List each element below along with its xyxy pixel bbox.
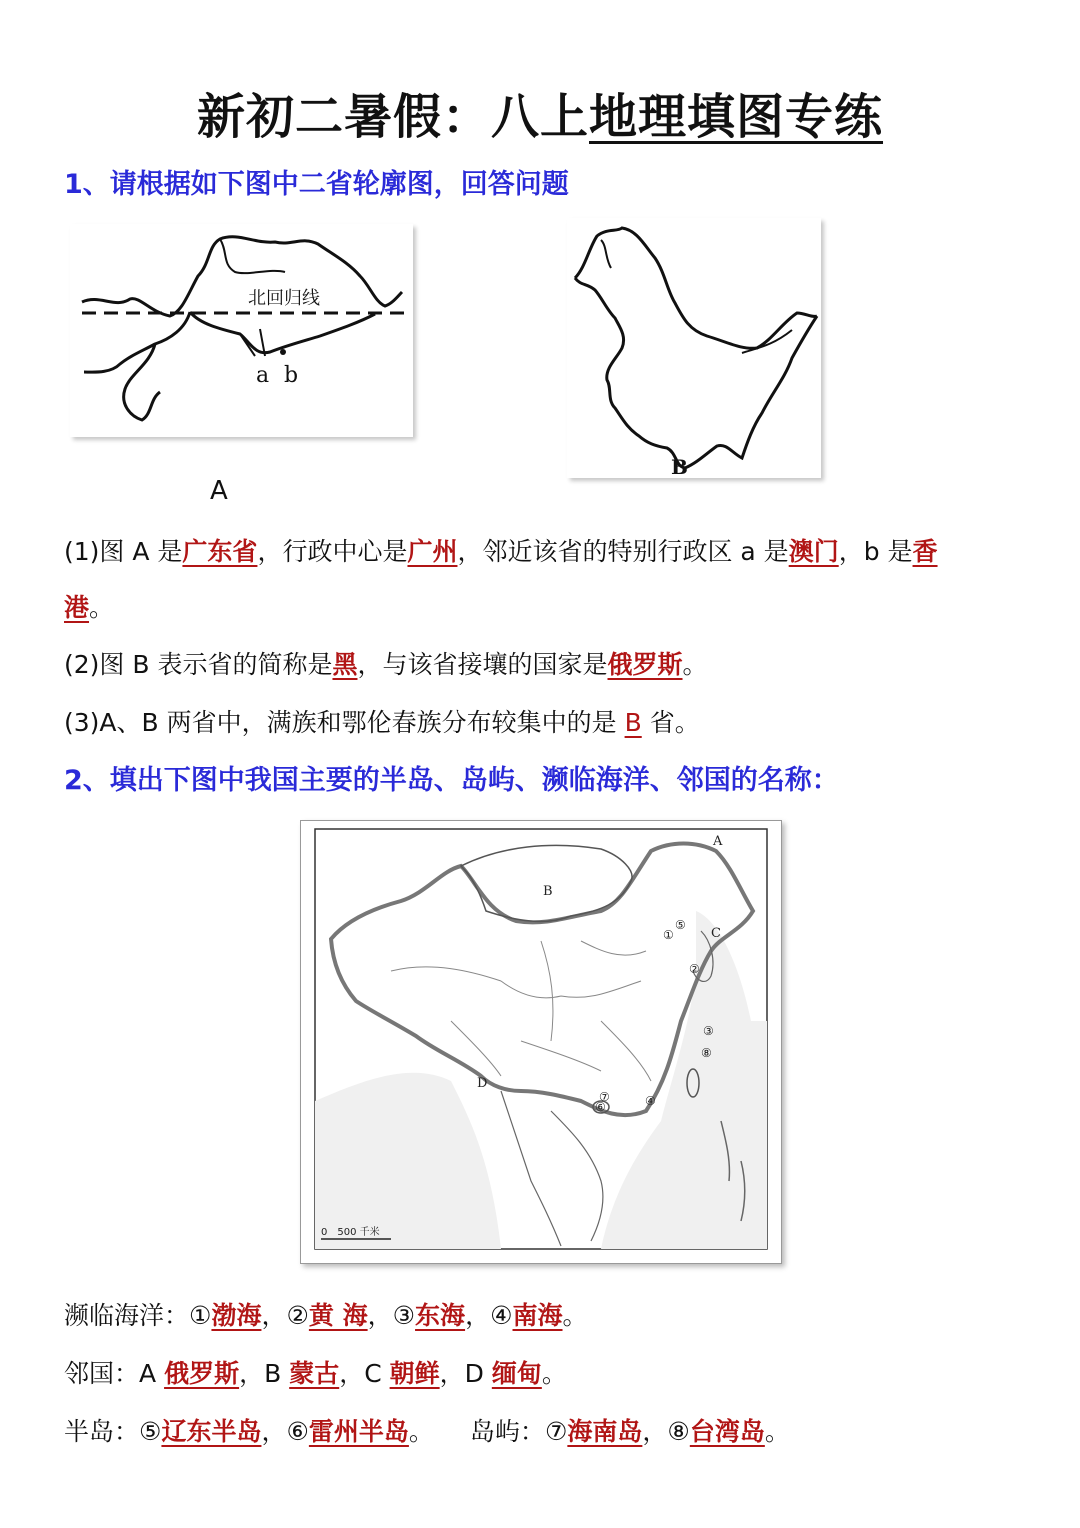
seas-comma-1: ， <box>261 1301 287 1330</box>
answer-hainan: 海南岛 <box>567 1417 643 1446</box>
title-part1: 新初二暑假：八上 <box>196 89 589 145</box>
peninsulas-comma: ， <box>261 1417 287 1446</box>
map-a-svg <box>70 224 413 437</box>
answer-huanghai: 黄 海 <box>308 1301 368 1330</box>
map-marker-1: ① <box>663 928 674 942</box>
seas-num-4: ④ <box>490 1301 513 1330</box>
answer-hongkong-part1: 香 <box>912 537 938 566</box>
map-label-c: C <box>711 926 721 941</box>
map-label-d: D <box>477 1076 488 1091</box>
answer-north-korea: 朝鲜 <box>389 1359 440 1388</box>
neighbors-sep-2: ，C <box>339 1359 390 1388</box>
answer-russia: 俄罗斯 <box>607 650 683 679</box>
answer-myanmar: 缅甸 <box>491 1359 542 1388</box>
page-title <box>0 78 1080 147</box>
answer-russia-2: 俄罗斯 <box>164 1359 240 1388</box>
map-china-svg <box>301 821 781 1263</box>
island-num-8: ⑧ <box>667 1417 690 1446</box>
question-1-heading: 1、请根据如下图中二省轮廓图，回答问题 <box>64 169 569 200</box>
q1-1-text-5: 。 <box>89 593 115 622</box>
peninsula-num-6: ⑥ <box>286 1417 309 1446</box>
question-2-heading: 2、填出下图中我国主要的半岛、岛屿、濒临海洋、邻国的名称： <box>64 765 839 796</box>
answer-hei: 黑 <box>332 650 358 679</box>
map-marker-4: ④ <box>645 1094 656 1108</box>
q1-1-text-4: ，b 是 <box>838 537 913 566</box>
q1-line-1 <box>64 532 938 568</box>
q1-line-2 <box>64 645 708 681</box>
q1-line-1b <box>64 588 114 624</box>
seas-num-3: ③ <box>392 1301 416 1330</box>
answer-leizhou: 雷州半岛 <box>308 1417 409 1446</box>
q1-3-text-1: (3)A、B 两省中，满族和鄂伦春族分布较集中的是 <box>64 708 617 737</box>
island-num-7: ⑦ <box>544 1417 568 1446</box>
map-a-point-b: b <box>284 363 299 388</box>
map-label-b: B <box>543 884 553 899</box>
answer-hongkong-part2: 港 <box>64 593 90 622</box>
seas-comma-3: ， <box>465 1301 491 1330</box>
islands-end: 。 <box>764 1417 790 1446</box>
q1-2-text-2: ，与该省接壤的国家是 <box>357 650 608 679</box>
q1-2-text-1: (2)图 B 表示省的简称是 <box>64 650 333 679</box>
seas-num-2: ② <box>286 1301 309 1330</box>
peninsulas-prefix: 半岛： <box>64 1417 140 1446</box>
map-a-caption: A <box>210 476 228 506</box>
q1-1-text-3: ，邻近该省的特别行政区 a 是 <box>457 537 789 566</box>
map-scale: 0 500 千米 <box>321 1227 380 1238</box>
seas-prefix: 濒临海洋： <box>64 1301 190 1330</box>
q2-peninsulas-line <box>64 1412 790 1448</box>
title-part2: 地理填图专练 <box>589 89 884 145</box>
map-china <box>300 820 782 1264</box>
seas-end: 。 <box>562 1301 588 1330</box>
map-marker-7: ⑦ <box>599 1090 610 1104</box>
answer-guangzhou: 广州 <box>407 537 458 566</box>
answer-taiwan: 台湾岛 <box>689 1417 765 1446</box>
answer-liaodong: 辽东半岛 <box>161 1417 262 1446</box>
q1-1-text-2: ，行政中心是 <box>257 537 408 566</box>
q1-line-3 <box>64 703 700 739</box>
neighbors-sep-3: ，D <box>439 1359 492 1388</box>
neighbors-sep-1: ，B <box>239 1359 290 1388</box>
peninsulas-end: 。 <box>408 1417 434 1446</box>
neighbors-end: 。 <box>541 1359 567 1388</box>
q2-seas-line <box>64 1296 588 1332</box>
q1-3-text-2: 省。 <box>649 708 700 737</box>
answer-donghai: 东海 <box>415 1301 466 1330</box>
map-marker-6: ⑥ <box>595 1100 606 1114</box>
q1-1-text-1: (1)图 A 是 <box>64 537 183 566</box>
answer-bohai: 渤海 <box>211 1301 262 1330</box>
answer-b: B <box>624 708 642 737</box>
map-b-svg <box>567 218 821 478</box>
answer-macau: 澳门 <box>788 537 839 566</box>
seas-comma-2: ， <box>367 1301 393 1330</box>
map-marker-2: ② <box>689 962 700 976</box>
islands-prefix: 岛屿： <box>469 1417 545 1446</box>
seas-num-1: ① <box>189 1301 212 1330</box>
answer-mongolia: 蒙古 <box>289 1359 340 1388</box>
q1-2-text-3: 。 <box>682 650 708 679</box>
answer-nanhai: 南海 <box>512 1301 563 1330</box>
map-a-guangdong <box>70 224 413 437</box>
islands-comma: ， <box>642 1417 668 1446</box>
map-b-label: B <box>671 455 688 478</box>
tropic-of-cancer-label: 北回归线 <box>248 288 320 309</box>
map-marker-5: ⑤ <box>675 918 686 932</box>
map-marker-8: ⑧ <box>701 1046 712 1060</box>
peninsula-num-5: ⑤ <box>139 1417 162 1446</box>
map-b-heilongjiang <box>567 218 821 478</box>
map-a-point-a: a <box>256 363 270 388</box>
map-label-a: A <box>713 834 723 849</box>
q2-neighbors-line <box>64 1354 567 1390</box>
neighbors-prefix: 邻国：A <box>64 1359 165 1388</box>
map-marker-3: ③ <box>703 1024 714 1038</box>
answer-guangdong: 广东省 <box>182 537 258 566</box>
